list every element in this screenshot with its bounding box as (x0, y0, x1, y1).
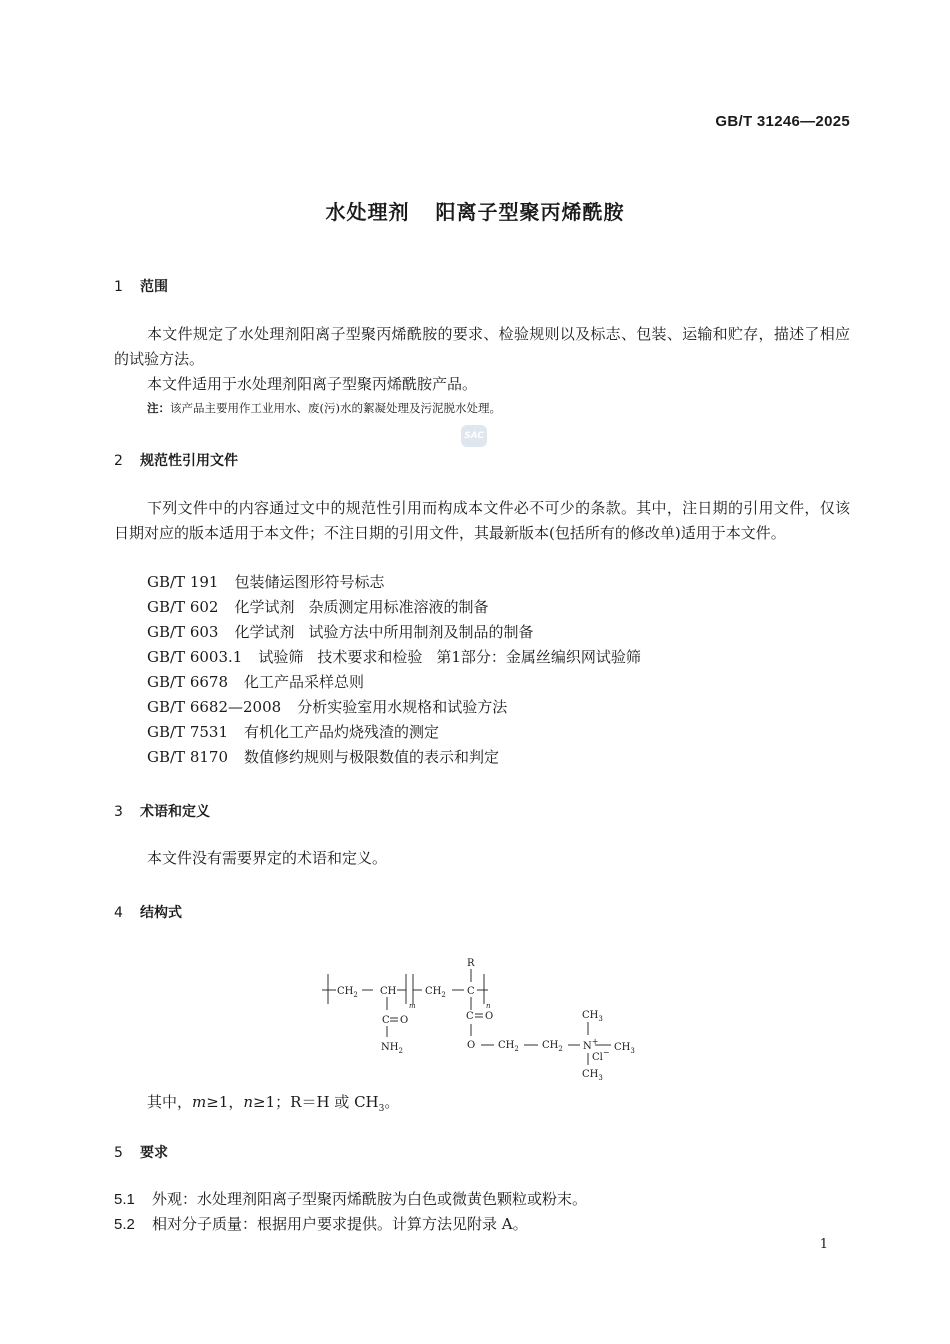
formula-r: R (467, 958, 475, 969)
reference-item (147, 646, 641, 667)
scope-paragraph-2: 本文件适用于水处理剂阳离子型聚丙烯酰胺产品。 (147, 375, 478, 393)
formula-o-3: O (467, 1040, 476, 1051)
reference-code: GB/T 6678 (147, 673, 229, 691)
reference-item (147, 746, 499, 767)
reference-title-b: 技术要求和检验 (317, 648, 423, 666)
formula-n: n (486, 1002, 491, 1010)
where-prefix: 其中， (147, 1093, 193, 1111)
note-label: 注： (147, 401, 170, 415)
section-title: 结构式 (140, 905, 182, 921)
clause-text: 相对分子质量：根据用户要求提供。计算方法见附录 A。 (152, 1215, 528, 1233)
formula-ch2-2: $CH_2$ (425, 986, 446, 999)
clause-number: 5.1 (114, 1191, 135, 1208)
section-2-heading (114, 450, 238, 470)
where-n: n (243, 1093, 254, 1111)
formula-ch2-4: $CH_2$ (542, 1040, 563, 1053)
section-title: 范围 (140, 279, 168, 295)
formula-c-2: C (382, 1015, 390, 1026)
reference-code: GB/T 8170 (147, 748, 229, 766)
reference-title-b: 试验方法中所用制剂及制品的制备 (308, 623, 534, 641)
reference-title: 数值修约规则与极限数值的表示和判定 (244, 748, 500, 766)
clause-5-1 (114, 1188, 587, 1209)
section-title: 规范性引用文件 (140, 453, 238, 469)
title-part-2: 阳离子型聚丙烯酰胺 (435, 200, 625, 224)
document-title (0, 196, 950, 225)
note-text: 该产品主要用作工业用水、废(污)水的絮凝处理及污泥脱水处理。 (170, 401, 501, 415)
section-title: 要求 (140, 1145, 168, 1161)
standard-number: GB/T 31246—2025 (715, 113, 850, 130)
scope-paragraph-1: 本文件规定了水处理剂阳离子型聚丙烯酰胺的要求、检验规则以及标志、包装、运输和贮存，描述了相应的试验方法。 (114, 325, 850, 368)
where-m: m (192, 1093, 207, 1111)
terms-paragraph: 本文件没有需要界定的术语和定义。 (147, 849, 388, 867)
reference-title-a: 试验筛 (258, 648, 304, 666)
formula-n-plus: N+ (583, 1037, 599, 1052)
reference-title: 化工产品采样总则 (244, 673, 365, 691)
formula-ch2-3: $CH_2$ (498, 1040, 519, 1053)
reference-code: GB/T 7531 (147, 723, 229, 741)
page-number: 1 (819, 1237, 828, 1252)
formula-ch: CH (380, 986, 397, 997)
section-number: 1 (114, 279, 123, 295)
section-5-heading (114, 1142, 168, 1162)
reference-item (147, 671, 364, 692)
clause-5-2 (114, 1213, 528, 1234)
where-sub: 3 (378, 1104, 385, 1114)
reference-title: 有机化工产品灼烧残渣的测定 (244, 723, 440, 741)
formula-o-2: O (485, 1011, 494, 1022)
reference-title-b: 杂质测定用标准溶液的制备 (308, 598, 489, 616)
clause-text: 外观：水处理剂阳离子型聚丙烯酰胺为白色或微黄色颗粒或粉末。 (152, 1190, 588, 1208)
reference-title: 分析实验室用水规格和试验方法 (297, 698, 508, 716)
formula-ch3-right: $CH_3$ (614, 1042, 635, 1055)
section-1-heading (114, 276, 168, 296)
clause-number: 5.2 (114, 1216, 135, 1233)
section-title: 术语和定义 (140, 804, 210, 820)
formula-c-3: C (466, 1011, 474, 1022)
reference-title-a: 化学试剂 (234, 598, 295, 616)
formula-nh2: $NH_2$ (381, 1042, 403, 1055)
section-number: 3 (114, 804, 123, 820)
where-m-rel: ≥1， (206, 1093, 244, 1111)
structural-formula (318, 952, 648, 1082)
scope-note (147, 400, 501, 416)
reference-item (147, 571, 384, 592)
section-4-heading (114, 902, 182, 922)
reference-item (147, 621, 534, 642)
section-3-heading (114, 801, 210, 821)
formula-o-1: O (400, 1015, 409, 1026)
reference-title: 包装储运图形符号标志 (234, 573, 385, 591)
formula-cl-minus: Cl− (592, 1048, 610, 1063)
formula-ch3-top: $CH_3$ (582, 1010, 603, 1023)
reference-title-a: 化学试剂 (234, 623, 295, 641)
section-number: 5 (114, 1145, 123, 1161)
section-number: 4 (114, 905, 123, 921)
formula-m: m (409, 1002, 416, 1010)
title-part-1: 水处理剂 (325, 200, 410, 224)
formula-c-1: C (467, 986, 475, 997)
reference-code: GB/T 6682—2008 (147, 698, 282, 716)
formula-ch3-bottom: $CH_3$ (582, 1069, 603, 1082)
formula-where-clause (147, 1091, 399, 1114)
reference-code: GB/T 191 (147, 573, 219, 591)
where-n-rel: ≥1；R＝H 或 CH (253, 1093, 379, 1111)
section-number: 2 (114, 453, 123, 469)
reference-title-c: 第1部分：金属丝编织网试验筛 (436, 648, 641, 666)
reference-item (147, 596, 489, 617)
formula-ch2-1: $CH_2$ (337, 986, 358, 999)
reference-code: GB/T 603 (147, 623, 219, 641)
reference-code: GB/T 6003.1 (147, 648, 243, 666)
reference-item (147, 696, 507, 717)
reference-code: GB/T 602 (147, 598, 219, 616)
reference-item (147, 721, 439, 742)
where-end: 。 (384, 1093, 400, 1111)
normative-refs-paragraph: 下列文件中的内容通过文中的规范性引用而构成本文件必不可少的条款。其中，注日期的引用文件，仅该日期对应的版本适用于本文件；不注日期的引用文件，其最新版本(包括所有的修改单)适用于本文件。 (114, 499, 850, 542)
sac-watermark-logo: SAC (461, 425, 487, 447)
